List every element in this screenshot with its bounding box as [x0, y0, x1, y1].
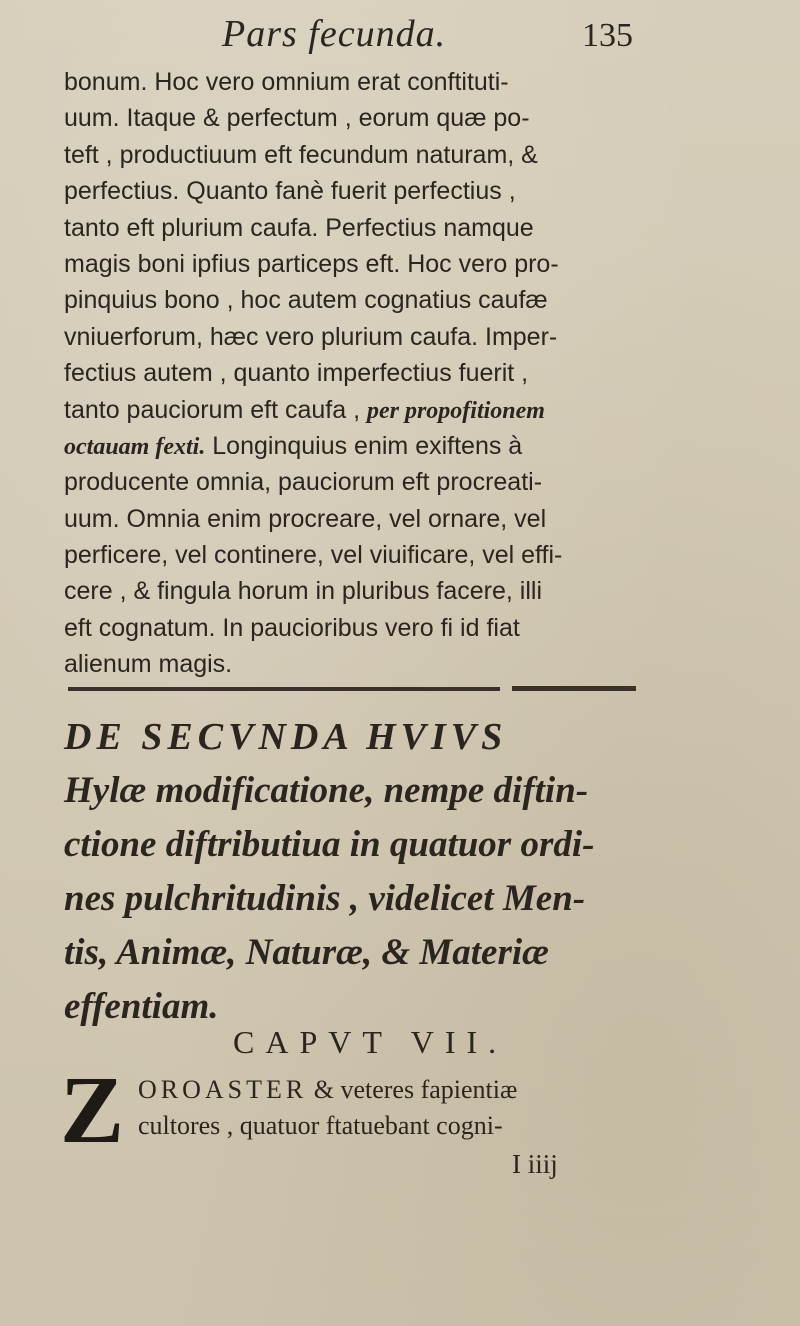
running-head-title: Pars fecunda. — [222, 13, 447, 55]
body-line: perficere, vel continere, vel viuificare, vel effi- — [64, 541, 563, 570]
chapter-lead-line — [138, 1072, 517, 1108]
heading-line: ctione diftributiua in quatuor ordi- — [64, 824, 595, 865]
running-head — [0, 8, 800, 64]
heading-line: effentiam. — [64, 986, 219, 1027]
body-line: perfectius. Quanto fanè fuerit perfectius , — [64, 177, 516, 206]
body-line: bonum. Hoc vero omnium erat conftituti- — [64, 68, 509, 96]
heading-line: DE SECVNDA HVIVS — [64, 716, 508, 758]
body-line: uum. Itaque & perfectum , eorum quæ po- — [64, 104, 530, 133]
body-line — [64, 392, 664, 428]
body-line: uum. Omnia enim procreare, vel ornare, vel — [64, 504, 547, 533]
section-divider — [68, 680, 638, 700]
body-line: teft , productiuum eft fecundum naturam, & — [64, 140, 538, 169]
body-line — [64, 428, 664, 464]
drop-cap: Z — [60, 1056, 125, 1163]
signature-mark: I iiij — [512, 1149, 558, 1179]
citation-italic: per propofitionem — [366, 397, 545, 424]
body-line: tanto eft plurium caufa. Perfectius namque — [64, 213, 534, 242]
body-line: alienum magis. — [64, 650, 233, 679]
heading-line: Hylæ modificatione, nempe diftin- — [64, 770, 589, 811]
body-line: vniuerforum, hæc vero plurium caufa. Imper- — [64, 322, 558, 351]
chapter-lead-line: cultores , quatuor ftatuebant cogni- — [138, 1111, 503, 1140]
body-line: eft cognatum. In paucioribus vero fi id fiat — [64, 613, 520, 642]
page-number: 135 — [582, 17, 633, 54]
heading-line: tis, Animæ, Naturæ, & Materiæ — [64, 932, 549, 973]
body-line: pinquius bono , hoc autem cognatius caufæ — [64, 286, 548, 315]
body-line: fectius autem , quanto imperfectius fuerit , — [64, 359, 529, 388]
lead-text: & veteres fapientiæ — [307, 1075, 518, 1104]
lead-small-caps: OROASTER — [138, 1075, 308, 1104]
body-line-text: tanto pauciorum eft caufa , — [64, 395, 367, 424]
citation-italic: octauam fexti. — [64, 433, 206, 460]
heading-line: nes pulchritudinis , videlicet Men- — [64, 878, 586, 919]
chapter-label: CAPVT VII. — [233, 1024, 508, 1060]
body-line-text: Longinquius enim exiftens à — [205, 431, 523, 460]
section-heading — [64, 710, 674, 1034]
body-line: cere , & fingula horum in pluribus facere, illi — [64, 577, 543, 606]
body-line: producente omnia, pauciorum eft procreati- — [64, 468, 543, 497]
divider-rule-short — [512, 686, 636, 691]
divider-rule-long — [68, 687, 500, 691]
body-line: magis boni ipfius particeps eft. Hoc vero pro- — [64, 249, 559, 278]
body-paragraph — [64, 64, 664, 683]
